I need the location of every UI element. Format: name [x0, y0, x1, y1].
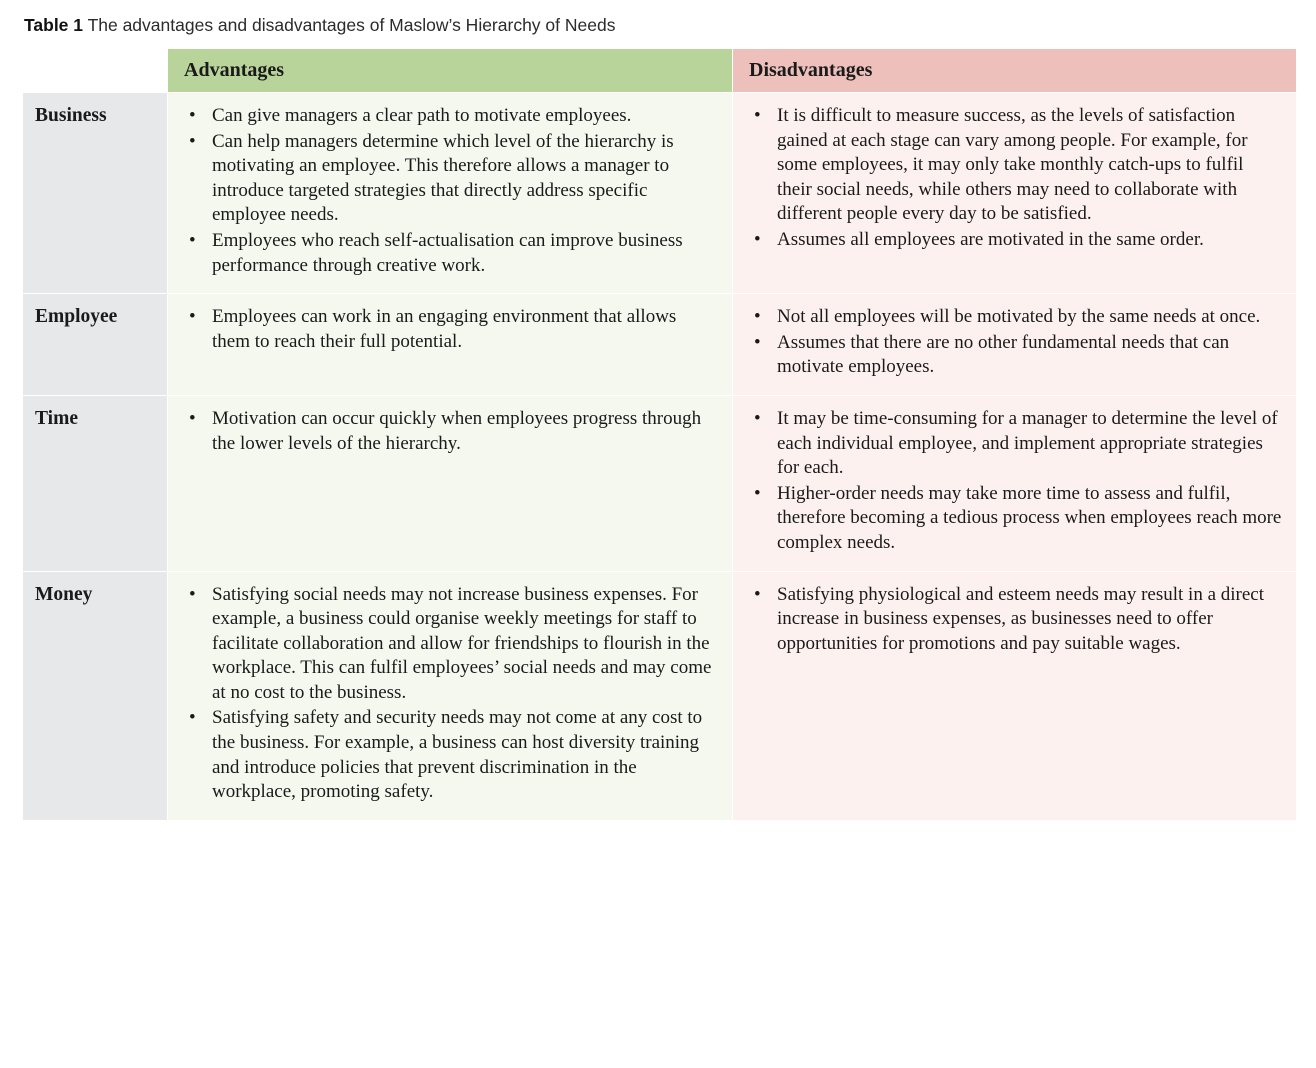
row-label-cell	[23, 571, 168, 820]
list-item: • Satisfying social needs may not increase business expenses. For example, a business could organise weekly meetings for staff to facilitate collaboration and allow for friendships to flourish in the workplace. This can fulfil employees’ social needs and may come at no cost to the business.	[210, 583, 718, 706]
table-row	[23, 294, 1297, 396]
row-disadvantages-cell	[733, 395, 1297, 571]
table-header-row	[23, 49, 1297, 93]
table-caption	[24, 14, 1298, 36]
list-item: • Satisfying safety and security needs may not come at any cost to the business. For example, a business can host diversity training and introduce policies that prevent discrimination in the workplace, promoting safety.	[210, 706, 718, 804]
row-advantages-cell	[168, 395, 733, 571]
disadvantages-list	[733, 572, 1296, 672]
table-header-advantages-label: Advantages	[184, 59, 285, 81]
list-item: • Assumes that there are no other fundamental needs that can motivate employees.	[775, 331, 1282, 380]
table-header-disadvantages	[733, 49, 1297, 93]
table-header-corner	[23, 49, 168, 93]
list-item: • Can help managers determine which level of the hierarchy is motivating an employee. This therefore allows a manager to introduce targeted strategies that directly address specific employee needs.	[210, 130, 718, 228]
row-disadvantages-cell	[733, 93, 1297, 294]
row-label-cell	[23, 93, 168, 294]
row-label: Time	[35, 407, 78, 429]
list-item: • It is difficult to measure success, as the levels of satisfaction gained at each stage can vary among people. For example, for some employees, it may only take monthly catch-ups to fulfil their social needs, while others may need to collaborate with different people every day to be satisfied.	[775, 104, 1282, 227]
advantages-list	[168, 93, 732, 293]
row-label: Business	[35, 105, 107, 126]
list-item: • Employees who reach self-actualisation can improve business performance through creative work.	[210, 229, 718, 278]
list-item: • Higher-order needs may take more time to assess and fulfil, therefore becoming a tedious process when employees reach more complex needs.	[775, 482, 1282, 556]
row-label: Money	[35, 583, 93, 605]
row-advantages-cell	[168, 571, 733, 820]
row-advantages-cell	[168, 294, 733, 396]
table-row	[23, 93, 1297, 294]
disadvantages-list	[733, 93, 1296, 268]
advantages-disadvantages-table	[22, 48, 1297, 821]
table-caption-text: The advantages and disadvantages of Maslow’s Hierarchy of Needs	[87, 15, 616, 35]
list-item: • It may be time-consuming for a manager to determine the level of each individual employee, and implement appropriate strategies for each.	[775, 407, 1282, 481]
list-item: • Can give managers a clear path to motivate employees.	[210, 104, 718, 129]
row-advantages-cell	[168, 93, 733, 294]
table-body	[23, 93, 1297, 821]
advantages-list	[168, 396, 732, 471]
advantages-list	[168, 294, 732, 369]
row-disadvantages-cell	[733, 571, 1297, 820]
table-row	[23, 395, 1297, 571]
row-label-cell	[23, 395, 168, 571]
disadvantages-list	[733, 396, 1296, 571]
row-label-cell	[23, 294, 168, 396]
list-item: • Employees can work in an engaging environment that allows them to reach their full potential.	[210, 305, 718, 354]
list-item: • Assumes all employees are motivated in the same order.	[775, 228, 1282, 253]
table-header-disadvantages-label: Disadvantages	[749, 59, 873, 81]
row-label: Employee	[35, 306, 118, 328]
table-row	[23, 571, 1297, 820]
list-item: • Not all employees will be motivated by the same needs at once.	[775, 305, 1282, 330]
list-item: • Satisfying physiological and esteem needs may result in a direct increase in business expenses, as businesses need to offer opportunities for promotions and pay suitable wages.	[775, 583, 1282, 657]
row-disadvantages-cell	[733, 294, 1297, 396]
list-item: • Motivation can occur quickly when employees progress through the lower levels of the hierarchy.	[210, 407, 718, 456]
table-caption-label: Table 1	[24, 15, 84, 35]
table-header-advantages	[168, 49, 733, 93]
disadvantages-list	[733, 294, 1296, 395]
advantages-list	[168, 572, 732, 820]
